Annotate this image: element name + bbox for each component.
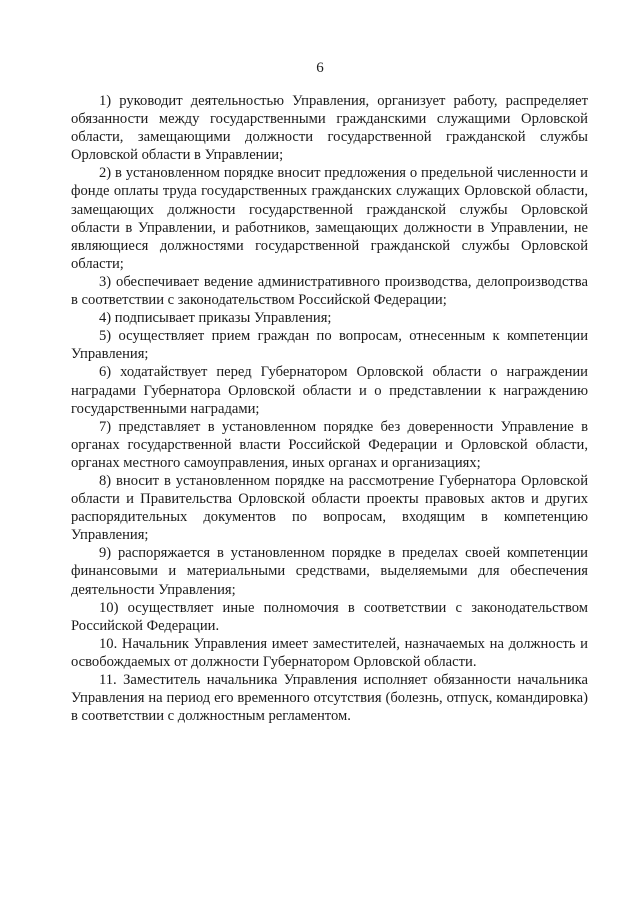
paragraph-item-6: 6) ходатайствует перед Губернатором Орловской области о награждении наградами Губернатора Орловской области и о представлении к награждению государственными наградами; [71,364,588,417]
paragraph-item-10: 10) осуществляет иные полномочия в соответствии с законодательством Российской Федерации. [71,599,588,634]
paragraph-item-4: 4) подписывает приказы Управления; [99,310,332,327]
page-number: 6 [316,60,324,76]
paragraph-item-3: 3) обеспечивает ведение административного производства, делопроизводства в соответствии с законодательством Российской Федерации; [71,273,588,309]
document-body [71,92,588,725]
paragraph-item-9: 9) распоряжается в установленном порядке в пределах своей компетенции финансовыми и материальными средствами, выделяемыми для обеспечения деятельности Управления; [71,545,588,598]
paragraph-item-7: 7) представляет в установленном порядке без доверенности Управление в органах государственной власти Российской Федерации и Орловской области, органах местного самоуправления, иных органах и организациях; [71,418,588,471]
paragraph-item-5: 5) осуществляет прием граждан по вопросам, отнесенным к компетенции Управления; [71,328,588,363]
paragraph-item-8: 8) вносит в установленном порядке на рассмотрение Губернатора Орловской области и Правительства Орловской области проекты правовых актов и других распорядительных документов по вопросам, входящим в компетенцию Управления; [71,472,588,544]
paragraph-item-1: 1) руководит деятельностью Управления, организует работу, распределяет обязанности между государственными гражданскими служащими Орловской области, замещающими должности государственной гражданской службы Орловской области в Управлении; [71,93,588,164]
section-10-deputies: 10. Начальник Управления имеет заместителей, назначаемых на должность и освобождаемых от должности Губернатором Орловской области. [71,635,588,670]
paragraph-item-2: 2) в установленном порядке вносит предложения о предельной численности и фонде оплаты труда государственных гражданских служащих Орловской области, замещающих должности государственной гражданской службы Орловской области в Управлении, и работников, замещающих должности в Управлении, не являющиеся должностями государственной гражданской службы Орловской области; [71,165,588,272]
section-11-deputy-duties: 11. Заместитель начальника Управления исполняет обязанности начальника Управления на период его временного отсутствия (болезнь, отпуск, командировка) в соответствии с должностным регламентом. [71,672,588,725]
